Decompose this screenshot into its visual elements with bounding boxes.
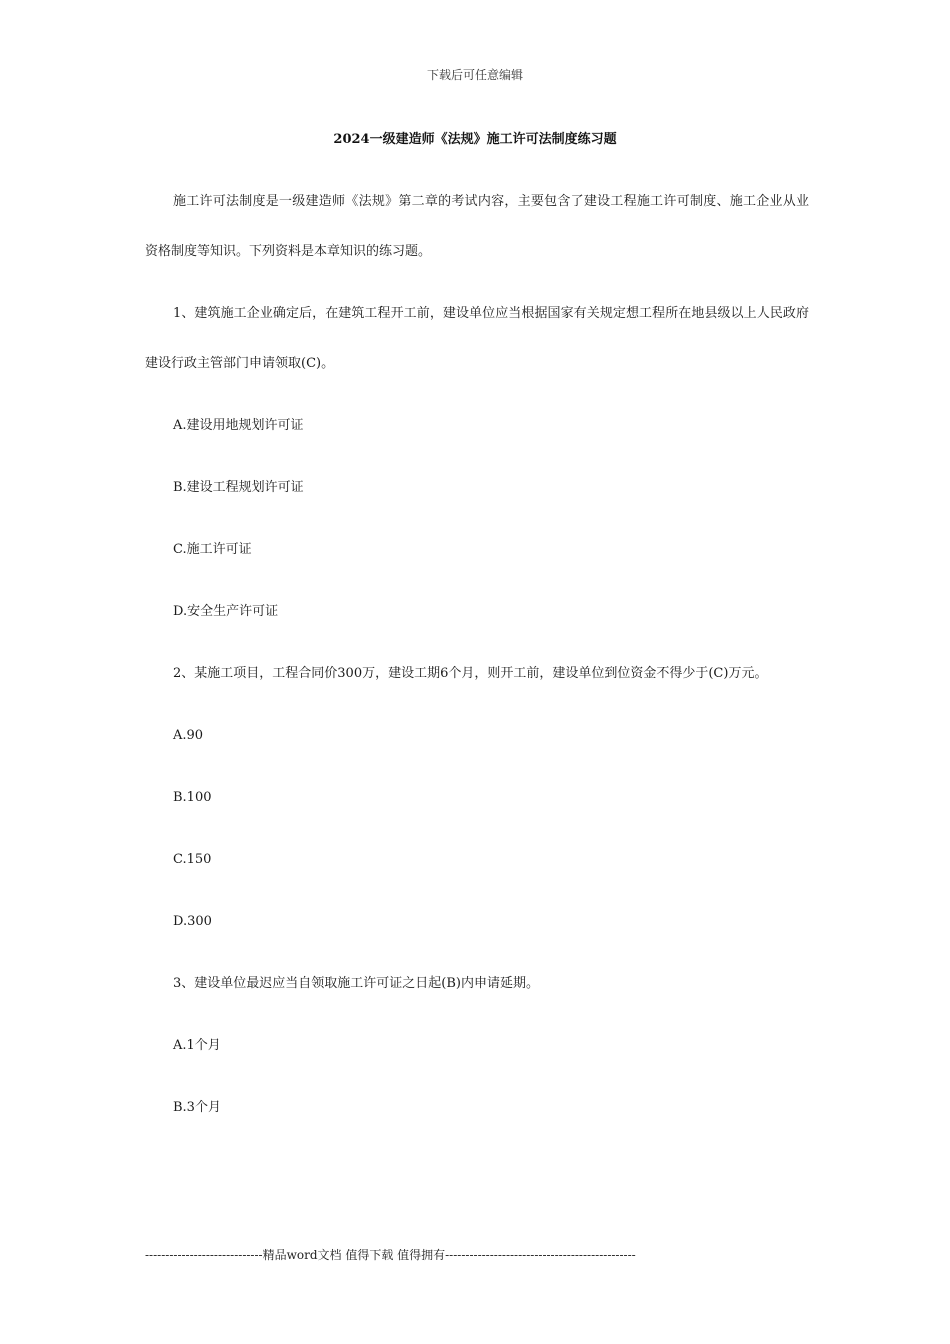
option-b: B.100	[173, 790, 212, 805]
question-1	[145, 289, 809, 637]
option-a: A.1个月	[173, 1038, 221, 1053]
question-3	[145, 959, 809, 1133]
option-c: C.150	[173, 852, 212, 867]
document-title: 2024一级建造师《法规》施工许可法制度练习题	[333, 132, 617, 147]
option-b: B.建设工程规划许可证	[173, 480, 304, 495]
intro-paragraph: 施工许可法制度是一级建造师《法规》第二章的考试内容，主要包含了建设工程施工许可制度、施工企业从业资格制度等知识。下列资料是本章知识的练习题。	[145, 194, 809, 259]
header-note: 下载后可任意编辑	[426, 68, 523, 82]
question-text: 2、某施工项目，工程合同价300万，建设工期6个月，则开工前，建设单位到位资金不得少于(C)万元。	[173, 666, 768, 681]
option-a: A.建设用地规划许可证	[173, 418, 304, 433]
question-text: 3、建设单位最迟应当自领取施工许可证之日起(B)内申请延期。	[173, 976, 539, 991]
question-text: 1、建筑施工企业确定后，在建筑工程开工前，建设单位应当根据国家有关规定想工程所在地县级以上人民政府建设行政主管部门申请领取(C)。	[145, 306, 809, 371]
option-a: A.90	[173, 728, 204, 743]
option-c: C.施工许可证	[173, 542, 252, 557]
footer-banner: -----------------------------精品word文档 值得下载 值得拥有-----------------------------------------------	[145, 1248, 636, 1262]
option-d: D.安全生产许可证	[173, 604, 279, 619]
document-body	[145, 177, 809, 1145]
option-d: D.300	[173, 914, 212, 929]
question-2	[145, 649, 809, 947]
option-b: B.3个月	[173, 1100, 221, 1115]
